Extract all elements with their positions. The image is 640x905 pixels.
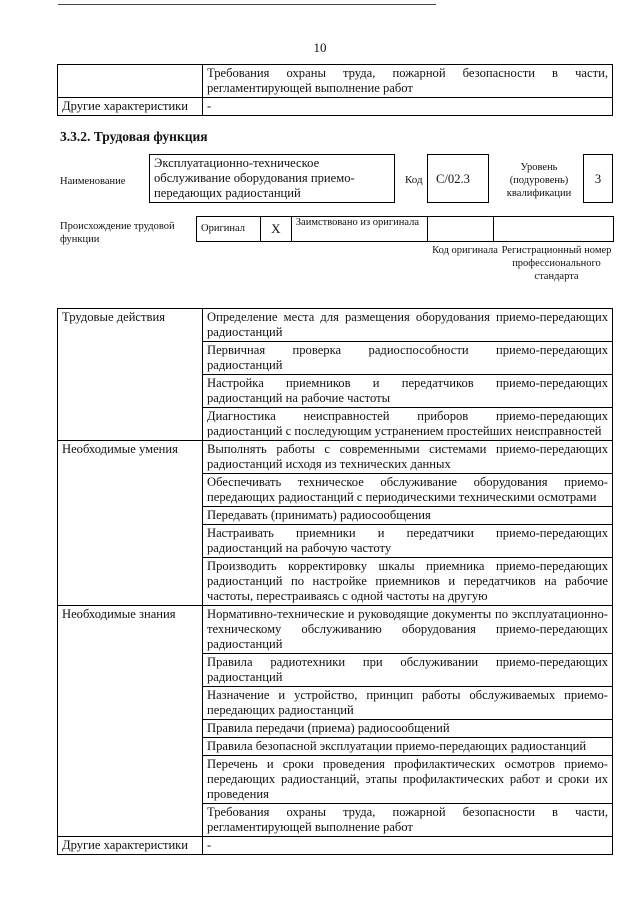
row-text: -: [203, 98, 613, 116]
row-label-other: Другие характеристики: [58, 837, 203, 855]
origin-reg-caption: Регистрационный номер профессионального стандарта: [501, 245, 612, 282]
table-row: [58, 606, 613, 654]
table-row: [58, 309, 613, 342]
row-label-skills: Необходимые умения: [58, 441, 203, 606]
origin-table: [196, 216, 614, 242]
function-details-table: [57, 308, 613, 855]
table-row: [58, 441, 613, 474]
table-row: [58, 837, 613, 855]
section-title: 3.3.2. Трудовая функция: [60, 129, 208, 144]
row-text: -: [203, 837, 613, 855]
row-text: Перечень и сроки проведения профилактических осмотров приемо-передающих радиостанций, этапы профилактических работ и сроки их проведения: [203, 756, 613, 804]
function-name-box: Эксплуатационно-техническое обслуживание оборудования приемо-передающих радиостанций: [149, 154, 395, 203]
top-rule: [58, 4, 436, 5]
row-label: Другие характеристики: [58, 98, 203, 116]
row-text: Правила безопасной эксплуатации приемо-передающих радиостанций: [203, 738, 613, 756]
row-text: Настройка приемников и передатчиков приемо-передающих радиостанций на рабочие частоты: [203, 375, 613, 408]
row-text: Назначение и устройство, принцип работы обслуживаемых приемо-передающих радиостанций: [203, 687, 613, 720]
row-text: Правила передачи (приема) радиосообщений: [203, 720, 613, 738]
row-text: Первичная проверка радиоспособности приемо-передающих радиостанций: [203, 342, 613, 375]
name-label: Наименование: [60, 176, 126, 187]
row-text: Обеспечивать техническое обслуживание оборудования приемо-передающих радиостанций с периодическими техническими осмотрами: [203, 474, 613, 507]
table-row: [58, 98, 613, 116]
previous-section-table: [57, 64, 613, 116]
table-row: [197, 217, 614, 242]
origin-borrowed-label: Заимствовано из оригинала: [291, 217, 427, 242]
row-text: Выполнять работы с современными системами приемо-передающих радиостанций исходя из технических данных: [203, 441, 613, 474]
origin-label: Происхождение трудовой функции: [60, 221, 175, 245]
origin-original-label: Оригинал: [197, 217, 261, 242]
row-text: Правила радиотехники при обслуживании приемо-передающих радиостанций: [203, 654, 613, 687]
page-number: 10: [313, 40, 327, 55]
level-value-box: 3: [583, 154, 613, 203]
level-label: Уровень (подуровень) квалификации: [506, 162, 572, 199]
row-text: Требования охраны труда, пожарной безопасности в части, регламентирующей выполнение работ: [203, 804, 613, 837]
origin-mark: X: [260, 217, 291, 242]
row-text: Определение места для размещения оборудования приемо-передающих радиостанций: [203, 309, 613, 342]
row-text: Диагностика неисправностей приборов приемо-передающих радиостанций с последующим устранением простейших неисправностей: [203, 408, 613, 441]
row-text: Настраивать приемники и передатчики приемо-передающих радиостанций на рабочую частоту: [203, 525, 613, 558]
row-text: Производить корректировку шкалы приемника приемо-передающих радиостанций по настройке приемников и передатчиков на рабочие частоты, перестраиваясь с одной частоты на другую: [203, 558, 613, 606]
row-text: Нормативно-технические и руководящие документы по эксплуатационно-техническому обслуживанию оборудования приемо-передающих радиостанций: [203, 606, 613, 654]
origin-code-cell: [428, 217, 494, 242]
row-label-knowledge: Необходимые знания: [58, 606, 203, 837]
origin-code-caption: Код оригинала: [432, 245, 498, 256]
function-code-box: C/02.3: [427, 154, 489, 203]
origin-reg-cell: [493, 217, 613, 242]
code-label: Код: [405, 174, 423, 186]
table-row: [58, 65, 613, 98]
row-text: Передавать (принимать) радиосообщения: [203, 507, 613, 525]
row-label-labor-actions: Трудовые действия: [58, 309, 203, 441]
row-text: Требования охраны труда, пожарной безопасности в части, регламентирующей выполнение работ: [203, 65, 613, 98]
row-label: [58, 65, 203, 98]
